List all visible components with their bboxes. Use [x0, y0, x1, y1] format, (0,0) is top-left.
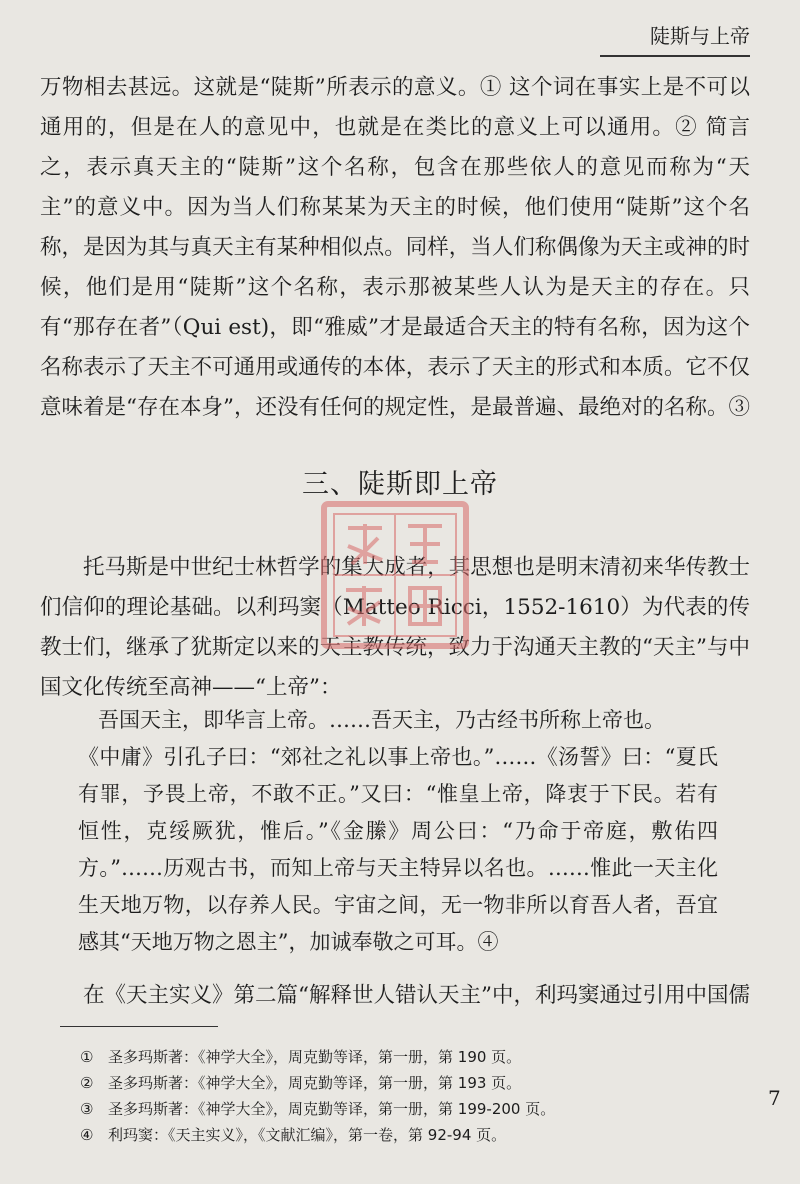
footnote-4: ④ 利玛窦：《天主实义》，《文献汇编》，第一卷，第 92-94 页。 — [80, 1126, 507, 1144]
footnote-2: ② 圣多玛斯著：《神学大全》，周克勤等译，第一册，第 193 页。 — [80, 1074, 522, 1092]
footnote-3: ③ 圣多玛斯著：《神学大全》，周克勤等译，第一册，第 199-200 页。 — [80, 1100, 556, 1118]
running-header: 陡斯与上帝 — [600, 20, 750, 57]
page-number: 7 — [768, 1086, 781, 1110]
block-quote — [78, 702, 718, 961]
block-quote-line-1: 吾国天主，即华言上帝。……吾天主，乃古经书所称上帝也。 — [98, 708, 665, 732]
body-paragraph-3: 在《天主实义》第二篇“解释世人错认天主”中，利玛窦通过引用中国儒 — [83, 983, 750, 1008]
footnote-1: ① 圣多玛斯著：《神学大全》，周克勤等译，第一册，第 190 页。 — [80, 1048, 522, 1066]
block-quote-body: 《中庸》引孔子曰：“郊社之礼以事上帝也。”……《汤誓》曰：“夏氏有罪，予畏上帝，不敢不正。”又曰：“惟皇上帝，降衷于下民。若有恒性，克绥厥犹，惟后。”《金縢》周公曰：“乃命于帝庭，敷佑四方。”……历观古书，而知上帝与天主特异以名也。……惟此一天主化生天地万物，以存养人民。宇宙之间，无一物非所以育吾人者，吾宜感其“天地万物之恩主”，加诚奉敬之可耳。④ — [78, 745, 718, 954]
section-heading: 三、陡斯即上帝 — [302, 469, 498, 500]
body-paragraph-1: 万物相去甚远。这就是“陡斯”所表示的意义。① 这个词在事实上是不可以通用的，但是在人的意见中，也就是在类比的意义上可以通用。② 简言之，表示真天主的“陡斯”这个名称，包含在那些依人的意见而称为“天主”的意义中。因为当人们称某某为天主的时候，他们使用“陡斯”这个名称，是因为其与真天主有某种相似点。同样，当人们称偶像为天主或神的时候，他们是用“陡斯”这个名称，表示那被某些人认为是天主的存在。只有“那存在者”（Qui est)，即“雅威”才是最适合天主的特有名称，因为这个名称表示了天主不可通用或通传的本体，表示了天主的形式和本质。它不仅意味着是“存在本身”，还没有任何的规定性，是最普遍、最绝对的名称。③ — [40, 75, 750, 420]
body-paragraph-2: 托马斯是中世纪士林哲学的集大成者，其思想也是明末清初来华传教士们信仰的理论基础。以利玛窦（Matteo Ricci，1552-1610）为代表的传教士们，继承了犹斯定以来的天主教传统，致力于沟通天主教的“天主”与中国文化传统至高神——“上帝”： — [40, 555, 750, 700]
footnotes — [80, 1044, 720, 1148]
red-seal-stamp-icon — [318, 498, 472, 652]
footnote-divider — [60, 1026, 218, 1027]
